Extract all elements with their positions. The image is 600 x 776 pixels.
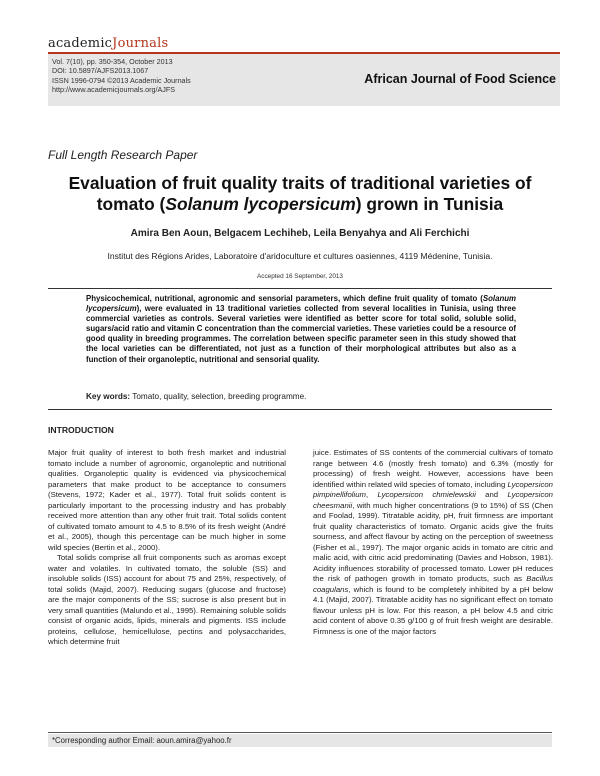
abstract: Physicochemical, nutritional, agronomic and sensorial parameters, which define fruit quality of tomato (Solanum lycopersicum), were evaluated in 13 traditional varieties collected from several localities in Tunisia, using three commercial varieties as controls. Several varieties were identified as better score for total solid, soluble solid, sugars/acid ratio and vitamin C concentration than the commercial varieties. These varieties could be a resource of good quality in breeding programmes. The correlation between specific parameter seen in this study showed that the local varieties can be differentiated, not just as a function of their morphological attributes but also as a function of their organoleptic, nutritional and sensorial quality. — [86, 294, 516, 364]
meta-volume: Vol. 7(10), pp. 350-354, October 2013 — [52, 57, 173, 66]
paper-title — [60, 173, 540, 215]
title-line-1: Evaluation of fruit quality traits of traditional varieties of — [68, 173, 532, 193]
logo-prefix: academic — [48, 36, 113, 51]
publisher-logo — [48, 36, 168, 51]
accepted-date: Accepted 16 September, 2013 — [257, 273, 343, 280]
keywords — [86, 392, 516, 401]
journal-header — [48, 52, 560, 106]
journal-name: African Journal of Food Science — [364, 72, 556, 86]
footnote-rule — [48, 732, 552, 733]
paragraph: juice. Estimates of SS contents of the commercial cultivars of tomato range between 4.6 (mostly fresh tomato) and 6.3% (mostly for processing) of fresh weight. However, accessions have been identified within related wild species of tomato, including Lycopersicon pimpinellifolium, Lycopersicon chmielewskii and Lycopersicon cheesmanii, with much higher concentrations (9 to 15%) of SS (Chen and Foolad, 1999). Titratable acidity, pH, fruit firmness are important fruit quality characteristics of tomato. Organic acids give the fruits sourness, and affect flavour by acting on the perception of sweetness (Fisher et al., 1997). The major organic acids in tomato are citric and malic acid, with citric acid predominating (Davies and Hobson, 1981). Acidity influences storability of processed tomato. Lower pH reduces the risk of pathogen growth in tomato products, such as Bacillus coagulans, which is found to be completely inhibited by a pH below 4.1 (Majid, 2007). Titratable acidity has no significant effect on tomato flavour unless pH is low. For this reason, a pH below 4.5 and citric acid content of above 0.35 g/100 g of fruit fresh weight are desirable. Firmness is one of the major factors — [313, 448, 553, 636]
abstract-bottom-rule — [48, 409, 552, 410]
article-type: Full Length Research Paper — [48, 148, 198, 162]
title-line-2: tomato (Solanum lycopersicum) grown in Tunisia — [96, 194, 504, 214]
affiliation: Institut des Régions Arides, Laboratoire d'aridoculture et cultures oasiennes, 4119 Médenine, Tunisia. — [107, 251, 493, 261]
publication-meta — [52, 57, 191, 95]
meta-issn: ISSN 1996-0794 ©2013 Academic Journals — [52, 75, 191, 85]
body-column-right — [313, 448, 553, 637]
paragraph: Total solids comprise all fruit components such as aromas except water and volatiles. In cultivated tomato, the soluble (SS) and insoluble solids (ISS) account for about 75 and 25%, respectively, of total solids (Majid, 2007). Reducing sugars (glucose and fructose) are the major components of the SS; sucrose is also present but in very small quantities (Malundo et al., 1995). Remaining soluble solids consist of organic acids, lipids, minerals and pigments. ISS include proteins, cellulose, hemicellulose, pectins and polysaccharides, which determine fruit — [48, 553, 286, 646]
body-column-left — [48, 448, 286, 648]
keywords-label: Key words: — [86, 392, 131, 401]
section-heading-introduction: INTRODUCTION — [48, 425, 114, 435]
meta-doi[interactable]: DOI: 10.5897/AJFS2013.1067 — [52, 66, 149, 76]
authors: Amira Ben Aoun, Belgacem Lechiheb, Leila Benyahya and Ali Ferchichi — [130, 228, 470, 239]
logo-suffix: Journals — [112, 36, 169, 51]
corresponding-author-footnote: *Corresponding author Email: aoun.amira@yahoo.fr — [48, 734, 552, 747]
meta-url[interactable]: http://www.academicjournals.org/AJFS — [52, 85, 176, 95]
keywords-text: Tomato, quality, selection, breeding programme. — [130, 392, 307, 401]
abstract-top-rule — [48, 288, 552, 289]
paragraph: Major fruit quality of interest to both fresh market and industrial tomato include a number of agronomic, organoleptic and nutritional qualities. Organoleptic quality is evidenced via physicochemical parameters that make product to be acceptance to consumers (Stevens, 1972; Kader et al., 1977). Total fruit solids content is particularly important to the processing industry and has probably received more attention than any other fruit trait. Total solids content of cultivated tomato amount to 4.5 to 8.5% of its fresh weight (André et al., 2005), though this percentage can be much higher in some wild species (Bertin et al., 2000). — [48, 448, 286, 552]
